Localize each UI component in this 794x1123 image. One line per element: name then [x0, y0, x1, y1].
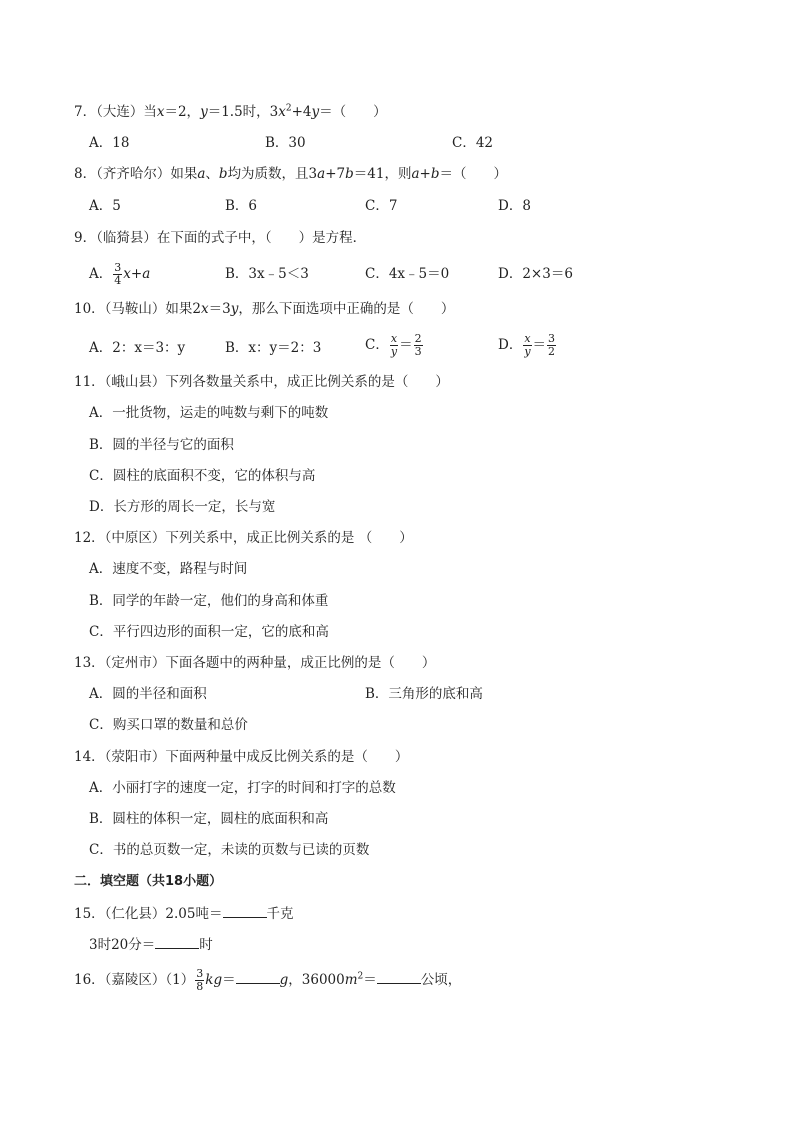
numerator: 3 — [114, 261, 122, 274]
q13-option-b[interactable]: B．三角形的底和高 — [365, 686, 483, 702]
question-8 — [74, 164, 507, 184]
answer-blank[interactable] — [377, 969, 421, 984]
var-b: b — [345, 166, 354, 182]
q8-option-a[interactable]: A．5 — [89, 198, 121, 214]
equals-sign: ＝ — [399, 337, 413, 353]
exponent: 2 — [357, 971, 364, 982]
q15-prefix-2: 3时20分＝ — [89, 937, 156, 953]
question-7 — [74, 102, 387, 122]
q10-option-d[interactable] — [498, 333, 557, 358]
fraction — [523, 333, 531, 358]
option-label: A． — [89, 266, 113, 282]
q8-mid3: ＝41，则 — [353, 166, 412, 182]
q15-unit: 千克 — [266, 906, 294, 922]
q14-option-a[interactable]: A．小丽打字的速度一定，打字的时间和打字的总数 — [89, 780, 396, 796]
q9-option-a[interactable] — [89, 262, 150, 287]
question-16 — [74, 968, 461, 993]
q14-option-c[interactable]: C．书的总页数一定，未读的页数与已读的页数 — [89, 842, 370, 858]
fraction — [113, 262, 122, 287]
q11-option-b[interactable]: B．圆的半径与它的面积 — [89, 437, 234, 453]
q13-option-c[interactable]: C．购买口罩的数量和总价 — [89, 717, 248, 733]
var-x: x — [156, 104, 165, 120]
question-10 — [74, 299, 454, 319]
q7-option-c[interactable]: C．42 — [452, 135, 494, 151]
var-a: a — [142, 266, 151, 282]
q8-plus: + — [419, 166, 431, 182]
var-a: a — [197, 166, 206, 182]
denominator: 2 — [548, 345, 556, 358]
option-label: D． — [498, 337, 523, 353]
question-15 — [74, 903, 294, 924]
q8-prefix: 8．（齐齐哈尔）如果 — [74, 166, 198, 182]
question-11: 11．（峨山县）下列各数量关系中，成正比例关系的是（ ） — [74, 374, 449, 390]
fraction — [390, 333, 398, 358]
exponent: 2 — [285, 103, 292, 114]
var-a: a — [317, 166, 326, 182]
numerator: 2 — [414, 332, 422, 345]
q10-mid: ＝3 — [208, 301, 231, 317]
question-9: 9．（临猗县）在下面的式子中，（ ）是方程． — [74, 230, 367, 246]
q15-unit-2: 时 — [199, 937, 213, 953]
q7-option-a[interactable]: A．18 — [89, 135, 130, 151]
denominator: 3 — [414, 345, 422, 358]
q12-option-b[interactable]: B．同学的年龄一定，他们的身高和体重 — [89, 593, 329, 609]
answer-blank[interactable] — [155, 934, 199, 949]
q15-prefix: 15．（仁化县）2.05吨＝ — [74, 906, 223, 922]
q13-option-a[interactable]: A．圆的半径和面积 — [89, 686, 207, 702]
equals-sign: ＝ — [532, 337, 547, 353]
numerator: x — [524, 332, 531, 345]
denominator: y — [390, 345, 398, 358]
q16-suffix: 公顷， — [420, 972, 462, 988]
q7-mid3: +4 — [291, 104, 312, 120]
unit-kg: kg — [205, 972, 223, 988]
var-y: y — [230, 301, 239, 317]
question-15-part-2 — [89, 934, 213, 955]
fraction — [547, 333, 556, 358]
q7-mid1: ＝2， — [164, 104, 201, 120]
q8-mid2: +7 — [325, 166, 346, 182]
q14-option-b[interactable]: B．圆柱的体积一定，圆柱的底面积和高 — [89, 811, 329, 827]
q8-option-d[interactable]: D．8 — [498, 198, 531, 214]
numerator: x — [390, 332, 398, 345]
q10-prefix: 10．（马鞍山）如果2 — [74, 301, 202, 317]
var-b: b — [218, 166, 228, 182]
option-label: C． — [365, 337, 389, 353]
var-y: y — [200, 104, 208, 120]
q7-option-b[interactable]: B．30 — [265, 135, 306, 151]
var-y: y — [311, 104, 320, 120]
q8-option-b[interactable]: B．6 — [225, 198, 258, 214]
section-heading: 二．填空题（共18小题） — [74, 874, 223, 889]
q8-mid1: 均为质数，且3 — [227, 166, 318, 182]
numerator: 3 — [548, 332, 556, 345]
q11-option-a[interactable]: A．一批货物，运走的吨数与剩下的吨数 — [89, 405, 329, 421]
q11-option-c[interactable]: C．圆柱的底面积不变，它的体积与高 — [89, 468, 316, 484]
q7-mid2: ＝1.5时，3 — [207, 104, 279, 120]
q16-mid: ，36000 — [288, 972, 345, 988]
q9-option-c[interactable]: C．4x﹣5＝0 — [365, 266, 450, 282]
fraction — [414, 333, 423, 358]
var-x: x — [123, 266, 131, 282]
q9-option-b[interactable]: B．3x﹣5＜3 — [225, 266, 309, 282]
question-12: 12．（中原区）下列关系中，成正比例关系的是 （ ） — [74, 530, 413, 546]
q11-option-d[interactable]: D．长方形的周长一定，长与宽 — [89, 499, 276, 515]
question-14: 14．（荥阳市）下面两种量中成反比例关系的是（ ） — [74, 749, 409, 765]
answer-blank[interactable] — [236, 969, 280, 984]
equals-sign: ＝ — [222, 972, 236, 988]
denominator: y — [524, 345, 531, 358]
question-13: 13．（定州市）下面各题中的两种量，成正比例的是（ ） — [74, 655, 436, 671]
q8-sep: 、 — [205, 166, 219, 182]
numerator: 3 — [196, 967, 204, 980]
plus-sign: + — [130, 266, 143, 282]
unit-m: m — [344, 972, 358, 988]
q12-option-c[interactable]: C．平行四边形的面积一定，它的底和高 — [89, 624, 329, 640]
var-x: x — [201, 301, 209, 317]
q10-option-b[interactable]: B．x：y＝2：3 — [225, 340, 322, 356]
q7-prefix: 7．（大连）当 — [74, 104, 157, 120]
q8-suffix: ＝（ ） — [439, 166, 507, 182]
q9-option-d[interactable]: D．2×3＝6 — [498, 266, 573, 282]
unit-g: g — [279, 972, 289, 988]
var-x: x — [278, 104, 286, 120]
q8-option-c[interactable]: C．7 — [365, 198, 398, 214]
fraction — [195, 968, 204, 993]
answer-blank[interactable] — [223, 903, 267, 918]
var-b: b — [430, 166, 440, 182]
denominator: 4 — [114, 274, 122, 287]
q10-option-a[interactable]: A．2：x＝3：y — [89, 340, 186, 356]
q16-prefix: 16．（嘉陵区）（1） — [74, 972, 195, 988]
q10-suffix: ，那么下面选项中正确的是（ ） — [238, 301, 455, 317]
var-a: a — [411, 166, 420, 182]
equals-sign: ＝ — [363, 972, 377, 988]
q7-suffix: ＝（ ） — [319, 104, 387, 120]
q12-option-a[interactable]: A．速度不变，路程与时间 — [89, 561, 248, 577]
q10-option-c[interactable] — [365, 333, 424, 358]
denominator: 8 — [196, 980, 204, 993]
